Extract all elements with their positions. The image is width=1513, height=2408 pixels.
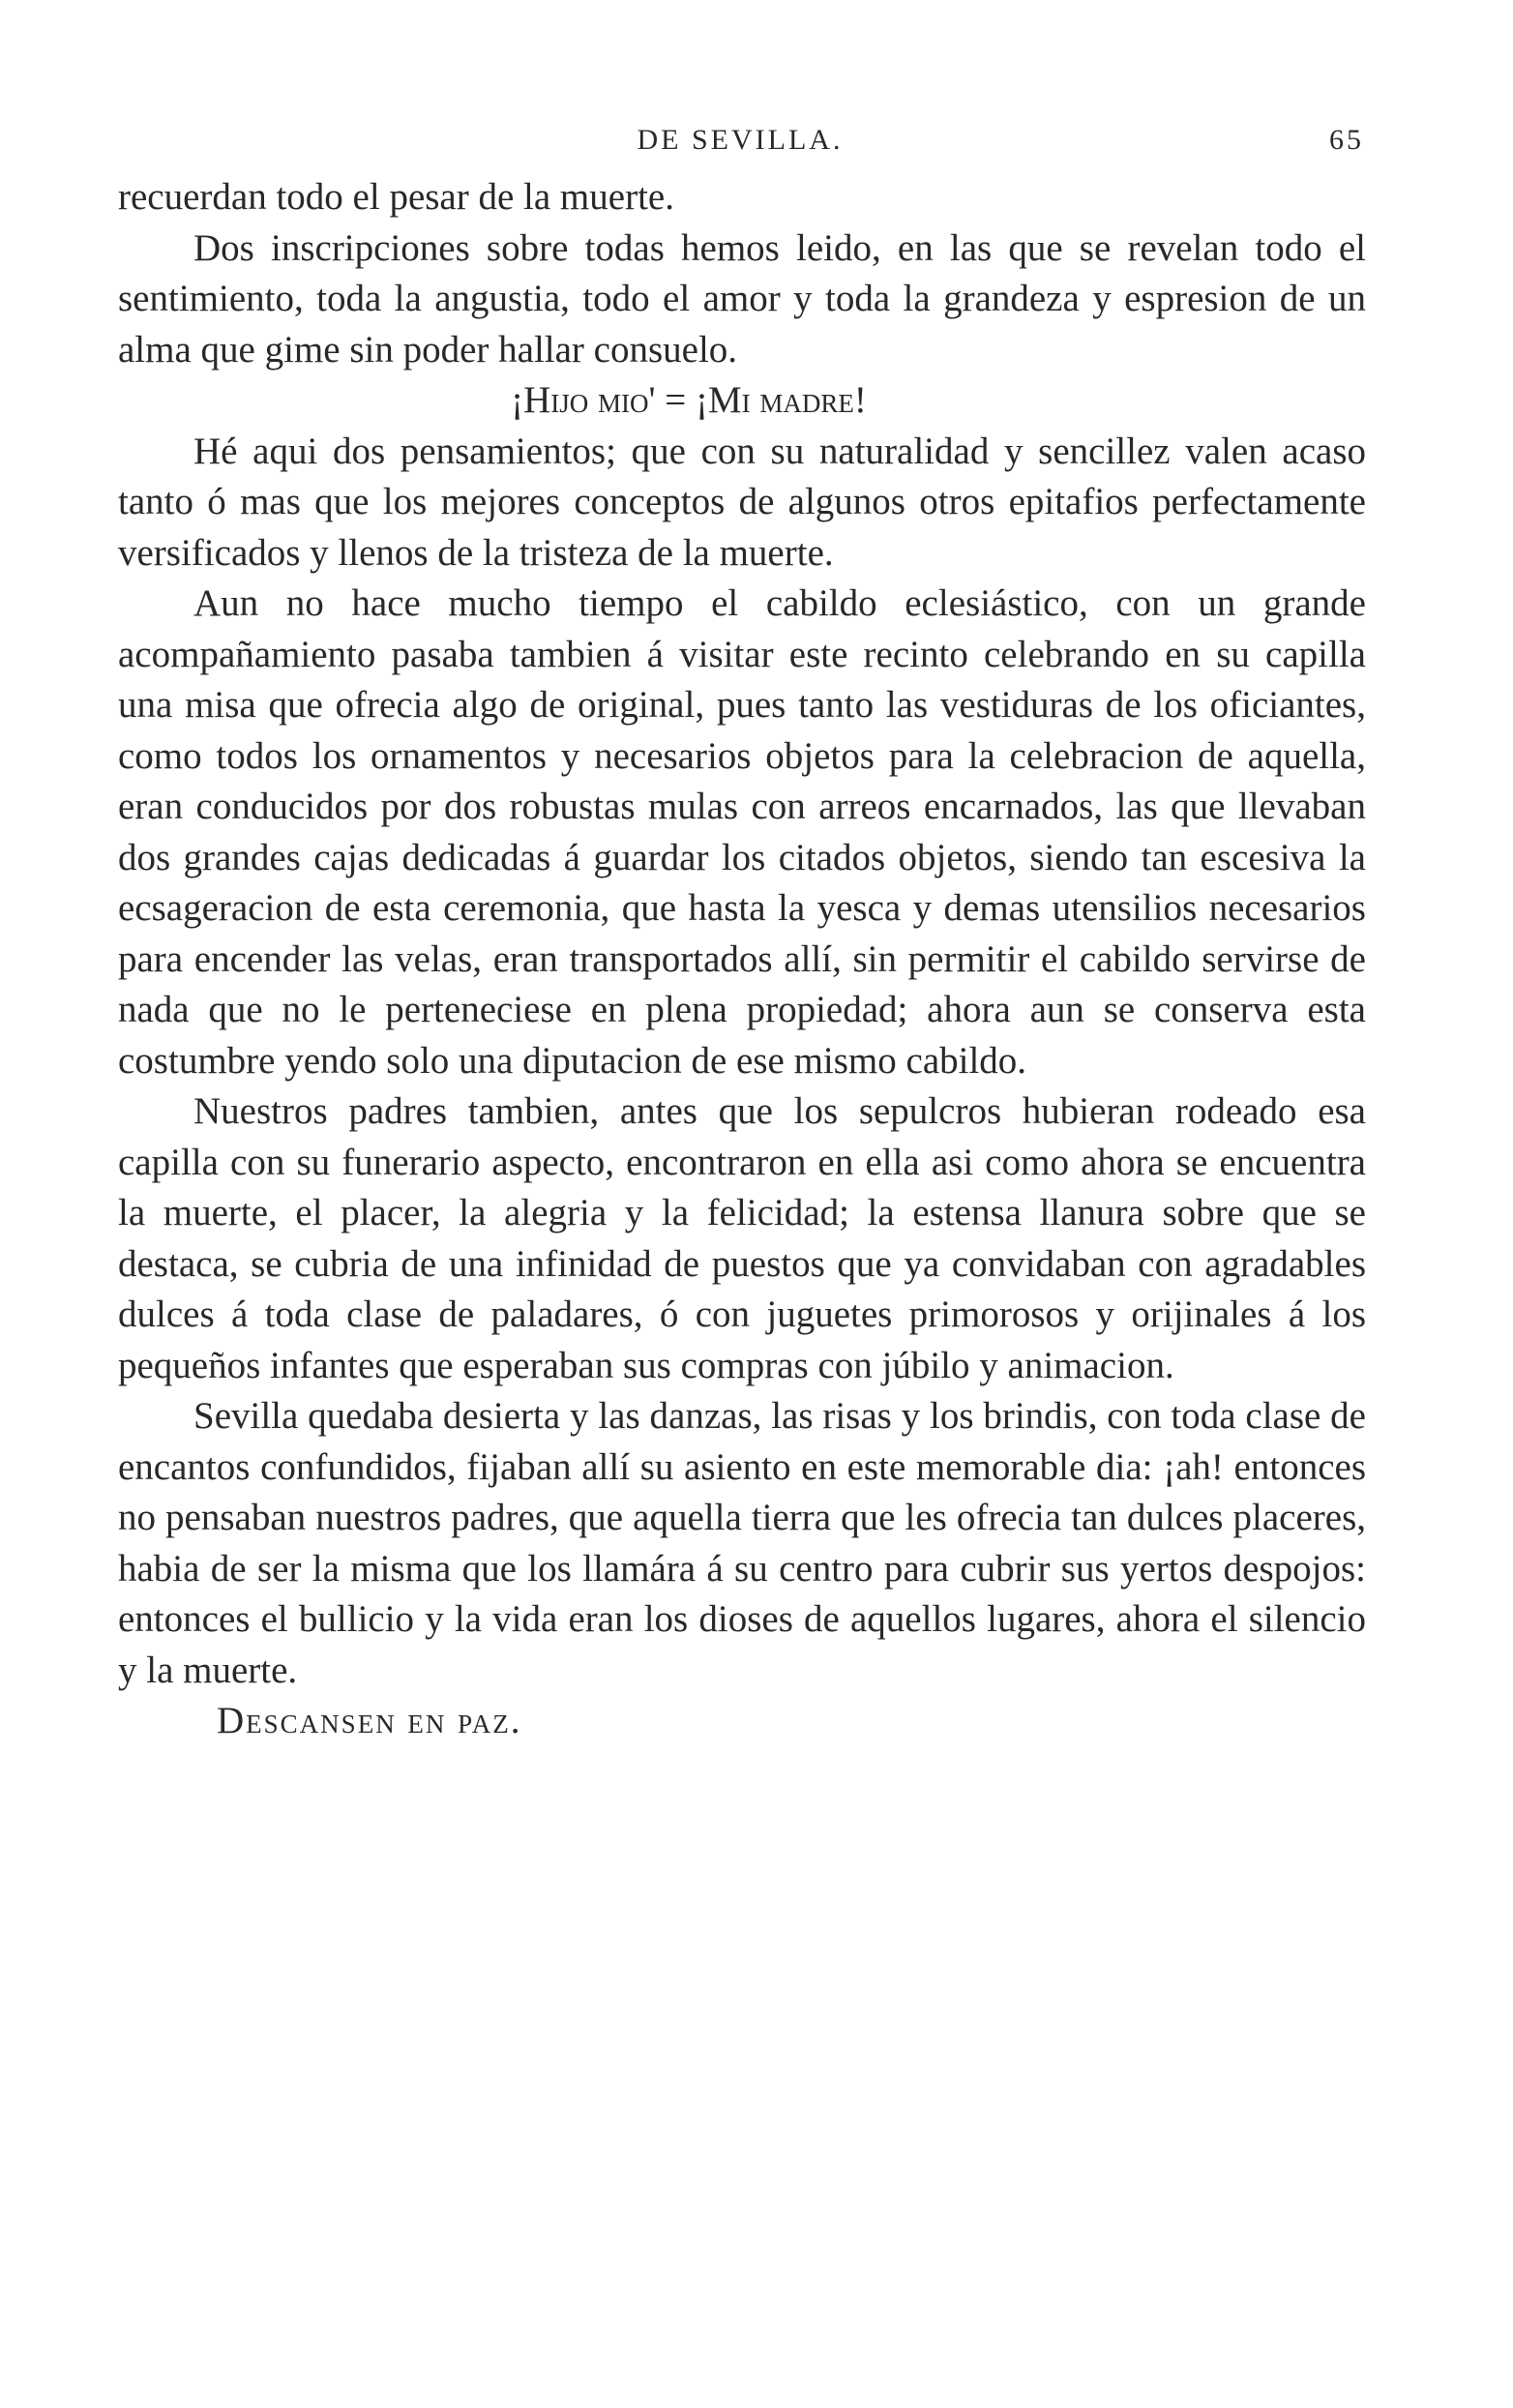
inscription-line: ¡Hijo mio' = ¡Mi madre! (511, 379, 867, 421)
paragraph-thoughts: Hé aqui dos pensamientos; que con su naturalidad y sencillez valen acaso tanto ó mas que los mejores conceptos de algunos otros epitafios perfectamente versificados y llenos de la tristeza de la muerte. (118, 430, 1366, 574)
running-title: DE SEVILLA. (637, 124, 844, 156)
paragraph-padres: Nuestros padres tambien, antes que los sepulcros hubieran rodeado esa capilla con su funerario aspecto, encontraron en ella asi como ahora se encuentra la muerte, el placer, la alegria y la felicidad; la estensa llanura sobre que se destaca, se cubria de una infinidad de puestos que ya convidaban con agradables dulces á toda clase de paladares, ó con juguetes primorosos y orijinales á los pequeños infantes que esperaban sus compras con júbilo y animacion. (118, 1090, 1366, 1386)
paragraph-inscriptions: Dos inscripciones sobre todas hemos leido, en las que se revelan todo el sentimiento, toda la angustia, todo el amor y toda la grandeza y espresion de un alma que gime sin poder hallar consuelo. (118, 226, 1366, 371)
paragraph-cabildo: Aun no hace mucho tiempo el cabildo eclesiástico, con un grande acompañamiento pasaba tambien á visitar este recinto celebrando en su capilla una misa que ofrecia algo de original, pues tanto las vestiduras de los oficiantes, como todos los ornamentos y necesarios objetos para la celebracion de aquella, eran conducidos por dos robustas mulas con arreos encarnados, las que llevaban dos grandes cajas dedicadas á guardar los citados objetos, siendo tan escesiva la ecsageracion de esta ceremonia, que hasta la yesca y demas utensilios necesarios para encender las velas, eran transportados allí, sin permitir el cabildo servirse de nada que no le perteneciese en plena propiedad; ahora aun se conserva esta costumbre yendo solo una diputacion de ese mismo cabildo. (118, 582, 1366, 1082)
running-head (116, 124, 1364, 163)
paragraph-continuation: recuerdan todo el pesar de la muerte. (118, 176, 674, 218)
paragraph-sevilla: Sevilla quedaba desierta y las danzas, las risas y los brindis, con toda clase de encantos confundidos, fijaban allí su asiento en este memorable dia: ¡ah! entonces no pensaban nuestros padres, que aquella tierra que les ofrecia tan dulces placeres, habia de ser la misma que los llamára á su centro para cubrir sus yertos despojos: entonces el bullicio y la vida eran los dioses de aquellos lugares, ahora el silencio y la muerte. (118, 1395, 1366, 1691)
body-text (118, 172, 1366, 1747)
page-number: 65 (1329, 124, 1364, 156)
closing-line: Descansen en paz. (217, 1700, 522, 1741)
